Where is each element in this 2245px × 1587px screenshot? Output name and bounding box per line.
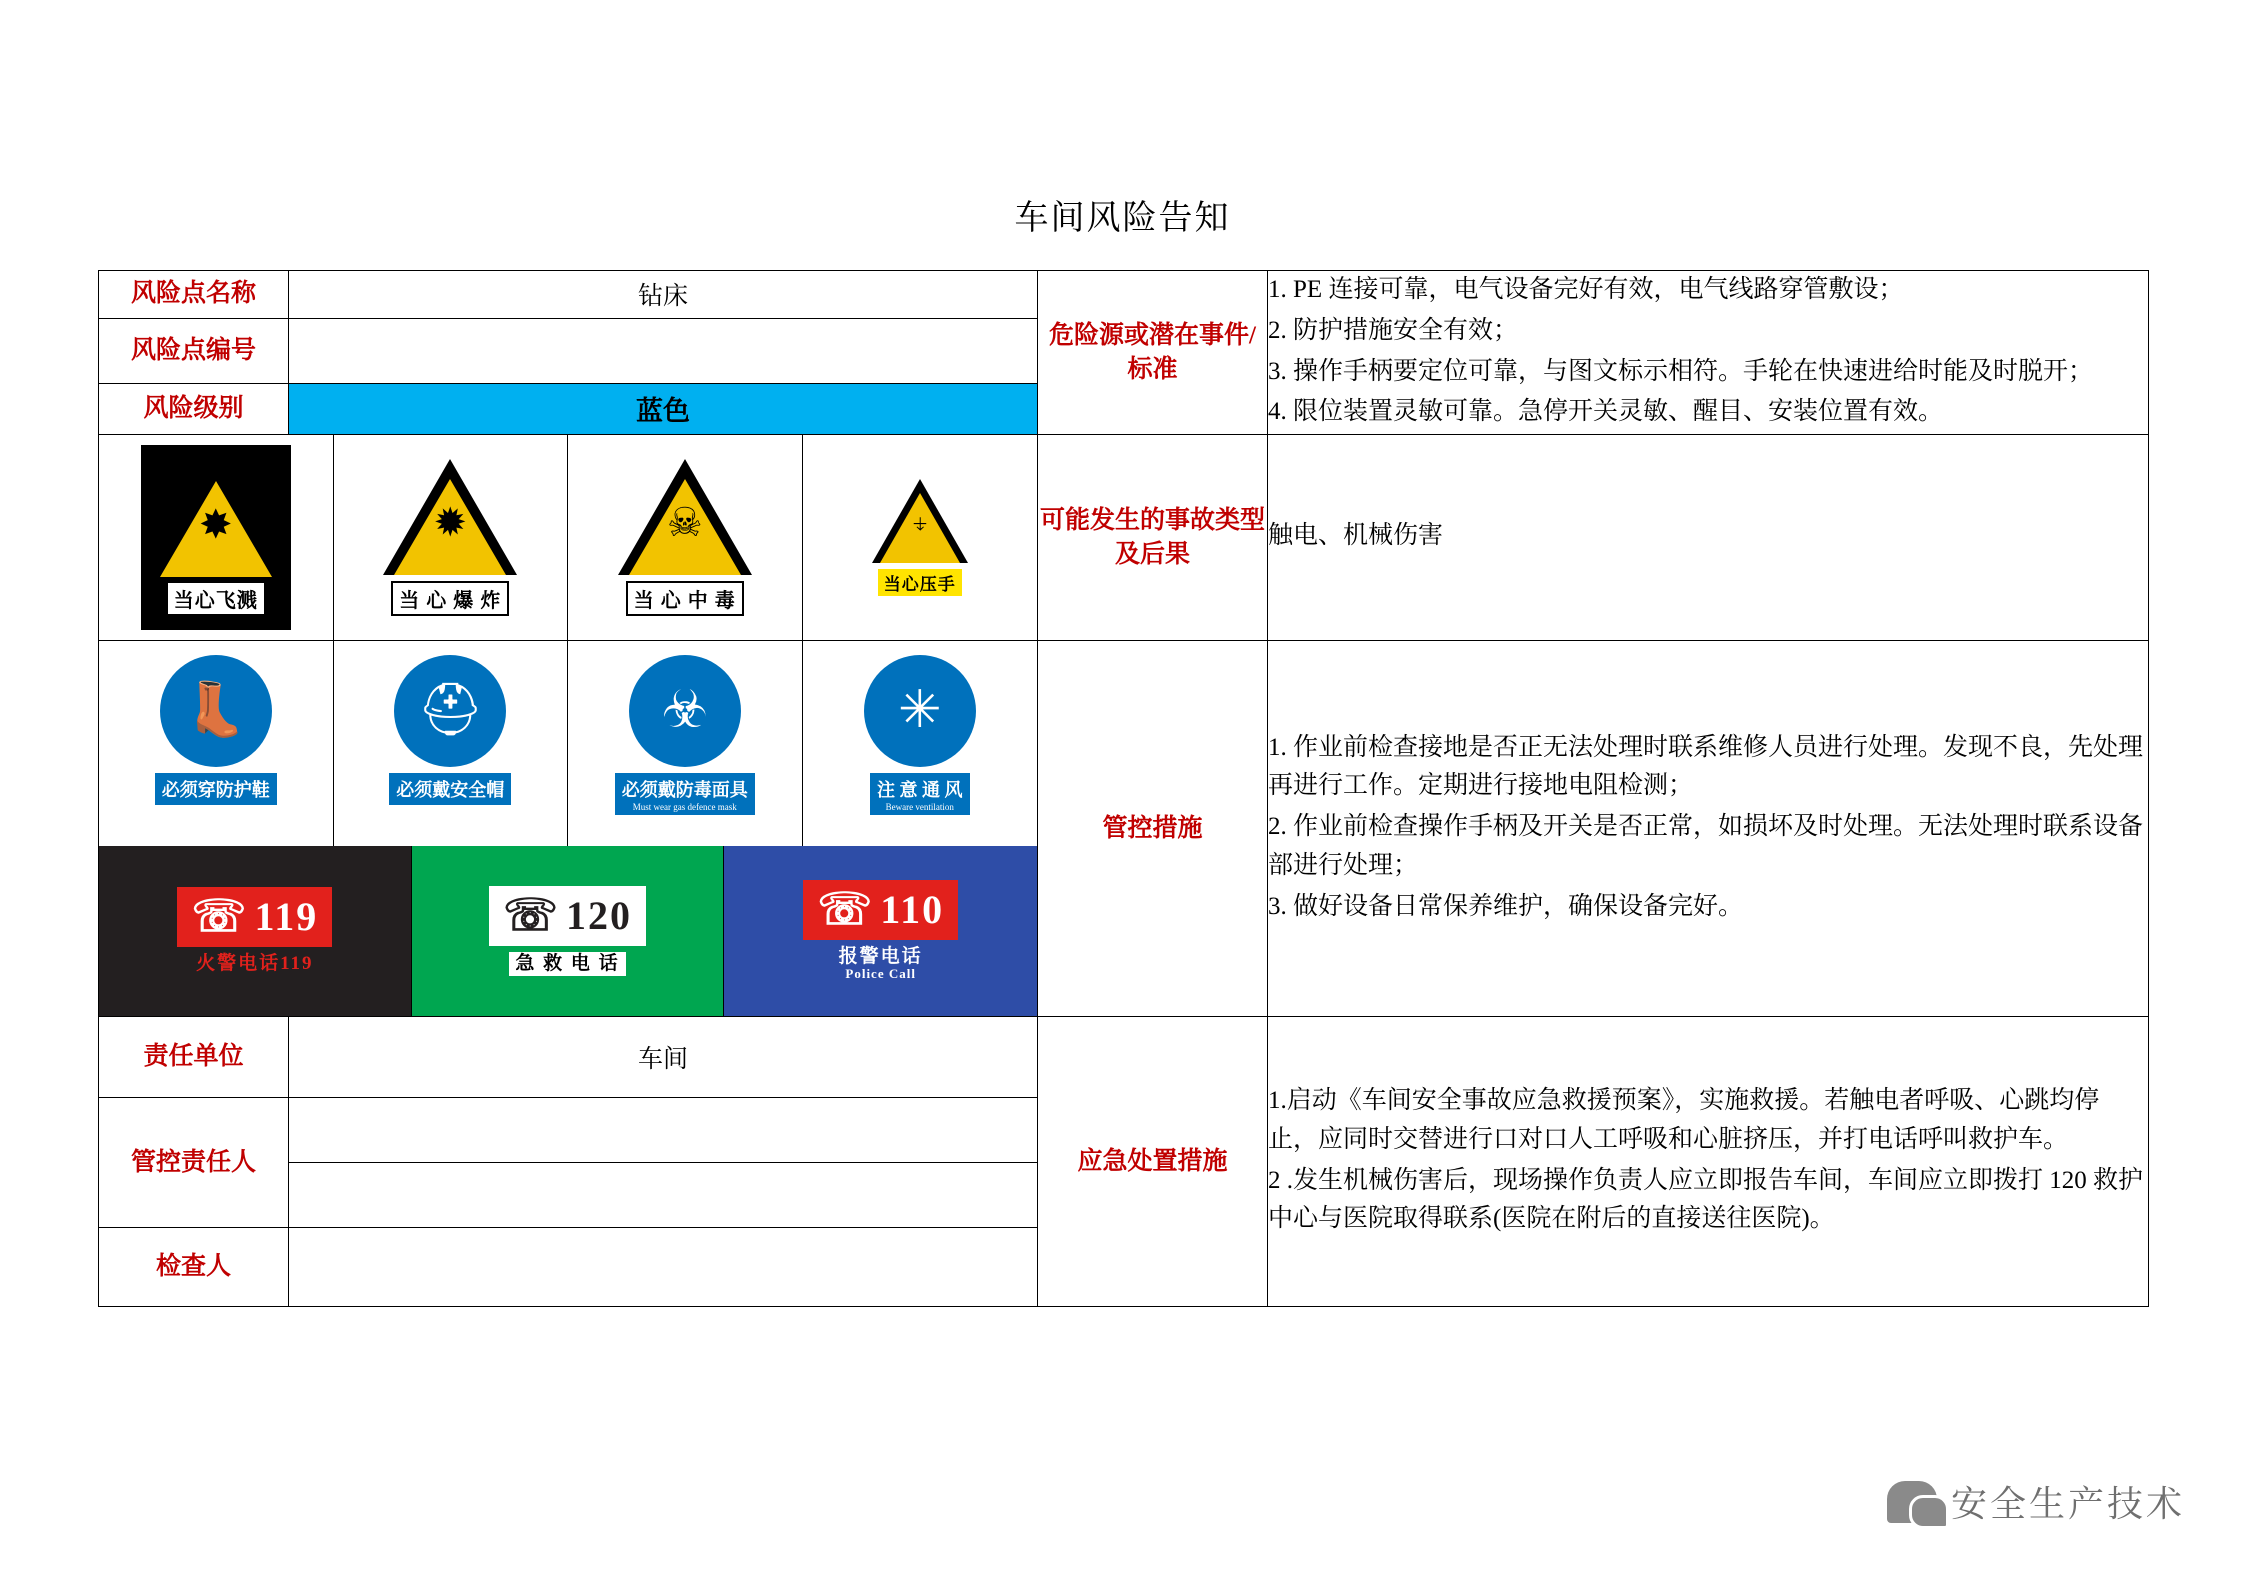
field-value-risk-level: 蓝色 bbox=[289, 383, 1038, 434]
emergency-line-2: 2 .发生机械伤害后，现场操作负责人应立即报告车间，车间应立即拨打 120 救护中心与医院取得联系(医院在附后的直接送往医院)。 bbox=[1268, 1166, 2144, 1233]
section-label-emergency-measures: 应急处置措施 bbox=[1038, 1017, 1268, 1307]
field-label-risk-code: 风险点编号 bbox=[99, 318, 289, 383]
field-value-risk-name[interactable]: 钻床 bbox=[289, 271, 1038, 319]
control-line-3: 3. 做好设备日常保养维护，确保设备完好。 bbox=[1268, 892, 1744, 920]
warning-poison-icon: ☠ bbox=[618, 459, 752, 577]
ventilation-icon: ✳ bbox=[864, 655, 976, 767]
emergency-phone-caption-cn: 报警电话 bbox=[838, 945, 923, 967]
risk-notice-table bbox=[98, 270, 2149, 1307]
hazard-line-2: 2. 防护措施安全有效； bbox=[1268, 316, 1519, 344]
warning-sign-explosion bbox=[334, 435, 569, 640]
field-value-control-owner-2[interactable] bbox=[289, 1163, 1038, 1228]
fire-phone-icon: ☏ 119 bbox=[177, 887, 332, 947]
table-row bbox=[99, 271, 2149, 319]
section-label-control-measures: 管控措施 bbox=[1038, 641, 1268, 1017]
warning-sign-crush-hand bbox=[803, 435, 1038, 640]
hazard-line-3: 3. 操作手柄要定位可靠，与图文标示相符。手轮在快速进给时能及时脱开； bbox=[1268, 357, 2094, 385]
warning-sign-caption: 当 心 中 毒 bbox=[626, 581, 744, 616]
police-phone-icon: ☏ 110 bbox=[803, 880, 958, 940]
emergency-line-1: 1.启动《车间安全事故应急救援预案》，实施救援。若触电者呼吸、心跳均停止，应同时交替进行口对口人工呼吸和心脏挤压，并打电话呼叫救护车。 bbox=[1268, 1087, 2100, 1153]
emergency-phone-caption bbox=[839, 946, 923, 983]
field-label-inspector: 检查人 bbox=[99, 1228, 289, 1307]
emergency-phone-ambulance bbox=[412, 846, 725, 1016]
safety-boots-icon: 👢 bbox=[160, 655, 272, 767]
warning-splash-icon: ✸ bbox=[149, 461, 283, 579]
safety-helmet-icon: ⛑ bbox=[394, 655, 506, 767]
section-body-accident-type bbox=[1268, 435, 2149, 641]
mandatory-sign-caption: 必须戴安全帽 bbox=[389, 773, 511, 805]
emergency-phone-fire bbox=[99, 846, 412, 1016]
warning-sign-caption: 当 心 爆 炸 bbox=[391, 581, 509, 616]
emergency-phone-group bbox=[99, 846, 1037, 1016]
table-row bbox=[99, 435, 2149, 641]
warning-sign-splash bbox=[99, 435, 334, 640]
mandatory-sign-caption-cn: 注 意 通 风 bbox=[877, 779, 963, 800]
section-label-accident-type: 可能发生的事故类型及后果 bbox=[1038, 435, 1268, 641]
field-label-risk-level: 风险级别 bbox=[99, 383, 289, 434]
section-body-hazard-source bbox=[1268, 271, 2149, 435]
field-label-responsible-unit: 责任单位 bbox=[99, 1017, 289, 1098]
mandatory-sign-boots bbox=[99, 641, 334, 846]
control-line-2: 2. 作业前检查操作手柄及开关是否正常，如损坏及时处理。无法处理时联系设备部进行处理； bbox=[1268, 813, 2144, 879]
hazard-line-4: 4. 限位装置灵敏可靠。急停开关灵敏、醒目、安装位置有效。 bbox=[1268, 398, 1944, 426]
mandatory-sign-caption bbox=[615, 773, 755, 815]
emergency-phone-caption-en: Police Call bbox=[845, 966, 916, 982]
mandatory-sign-caption-en: Must wear gas defence mask bbox=[632, 801, 737, 812]
field-value-inspector[interactable] bbox=[289, 1228, 1038, 1307]
table-row bbox=[99, 1017, 2149, 1098]
warning-sign-poison bbox=[568, 435, 803, 640]
accident-line-1: 触电、机械伤害 bbox=[1268, 522, 1444, 550]
emergency-phone-caption: 火警电话119 bbox=[196, 953, 314, 975]
mandatory-sign-gas-mask bbox=[568, 641, 803, 846]
mandatory-sign-group bbox=[99, 641, 1038, 1017]
emergency-phone-police bbox=[724, 846, 1037, 1016]
page-title: 车间风险告知 bbox=[1014, 200, 1231, 237]
field-label-control-owner: 管控责任人 bbox=[99, 1098, 289, 1228]
ambulance-phone-icon: ☏ 120 bbox=[489, 886, 646, 946]
mandatory-sign-caption-cn: 必须戴防毒面具 bbox=[621, 779, 748, 800]
table-row bbox=[99, 641, 2149, 1017]
wechat-watermark bbox=[1887, 1476, 2185, 1527]
field-value-control-owner-1[interactable] bbox=[289, 1098, 1038, 1163]
field-value-risk-code[interactable] bbox=[289, 318, 1038, 383]
mandatory-sign-caption-en: Beware ventilation bbox=[885, 801, 954, 812]
section-body-emergency-measures bbox=[1268, 1017, 2149, 1307]
control-line-1: 1. 作业前检查接地是否正无法处理时联系维修人员进行处理。发现不良，先处理再进行工作。定期进行接地电阻检测； bbox=[1268, 733, 2144, 800]
warning-sign-group bbox=[99, 435, 1038, 641]
emergency-phone-caption: 急 救 电 话 bbox=[509, 952, 625, 976]
field-label-risk-name: 风险点名称 bbox=[99, 271, 289, 319]
gas-mask-icon: ☣ bbox=[629, 655, 741, 767]
mandatory-sign-ventilation bbox=[803, 641, 1038, 846]
hazard-line-1: 1. PE 连接可靠，电气设备完好有效，电气线路穿管敷设； bbox=[1268, 276, 1904, 303]
wechat-label: 安全生产技术 bbox=[1950, 1484, 2185, 1524]
mandatory-sign-helmet bbox=[334, 641, 569, 846]
warning-crush-hand-icon: ⍖ bbox=[872, 479, 968, 565]
warning-sign-caption: 当心压手 bbox=[878, 569, 962, 596]
wechat-icon bbox=[1887, 1481, 1937, 1523]
section-body-control-measures bbox=[1268, 641, 2149, 1017]
field-value-responsible-unit[interactable]: 车间 bbox=[289, 1017, 1038, 1098]
warning-sign-caption: 当心飞溅 bbox=[168, 583, 264, 614]
mandatory-sign-caption: 必须穿防护鞋 bbox=[155, 773, 277, 805]
section-label-hazard-source: 危险源或潜在事件/标准 bbox=[1038, 271, 1268, 435]
mandatory-sign-caption bbox=[870, 773, 970, 815]
warning-explosion-icon: ✹ bbox=[383, 459, 517, 577]
